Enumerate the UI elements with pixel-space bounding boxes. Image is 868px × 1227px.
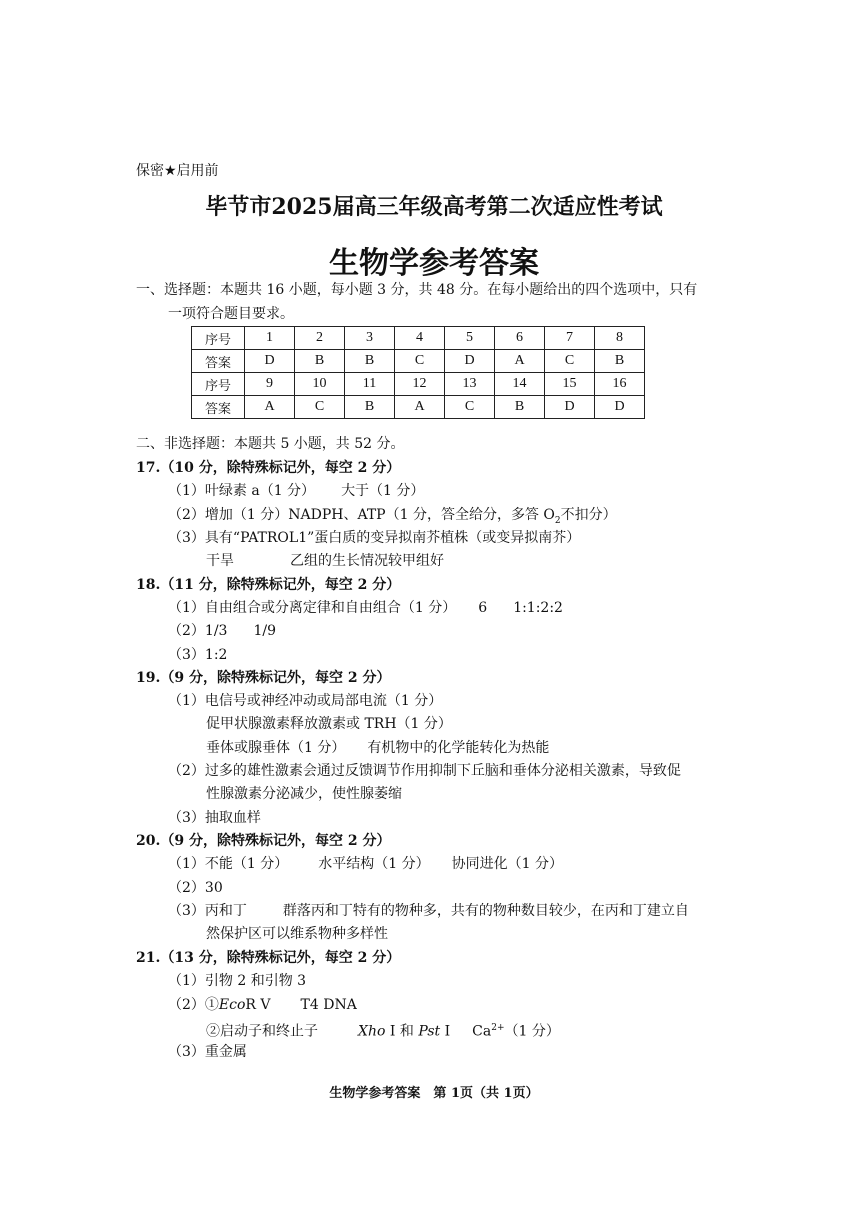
table-cell: 序号: [192, 373, 245, 396]
answer-text: 协同进化（1 分）: [451, 856, 563, 872]
answer-text: 群落丙和丁特有的物种多，共有的物种数目较少，在丙和丁建立自: [282, 903, 689, 919]
q20-answer-1: [168, 854, 563, 874]
table-cell: B: [495, 396, 545, 419]
q19-answer-1-c: [206, 738, 549, 758]
superscript: 2+: [491, 1023, 505, 1033]
q17-answer-3: （3）具有“PATROL1”蛋白质的变异拟南芥植株（或变异拟南芥）: [168, 530, 581, 546]
q21-answer-2: [168, 995, 357, 1015]
answer-text: 1/9: [253, 623, 276, 639]
table-cell: B: [595, 350, 645, 373]
q21-answer-3: （3）重金属: [168, 1044, 247, 1060]
table-cell: B: [345, 396, 395, 419]
q18-heading: 18.（11 分，除特殊标记外，每空 2 分）: [136, 577, 401, 593]
answer-text: T4 DNA: [300, 997, 357, 1013]
table-cell: 1: [245, 327, 295, 350]
q21-heading: 21.（13 分，除特殊标记外，每空 2 分）: [136, 950, 401, 966]
section1-intro-cont: 一项符合题目要求。: [168, 306, 294, 322]
q19-answer-2: （2）过多的雄性激素会通过反馈调节作用抑制下丘脑和垂体分泌相关激素，导致促: [168, 763, 681, 779]
confidential-label: 保密★启用前: [136, 163, 219, 179]
answer-text: Ca: [472, 1023, 492, 1040]
table-cell: B: [295, 350, 345, 373]
table-cell: 6: [495, 327, 545, 350]
q17-heading: 17.（10 分，除特殊标记外，每空 2 分）: [136, 460, 401, 476]
answer-text: I: [440, 1023, 451, 1040]
answer-title: 生物学参考答案: [329, 246, 539, 281]
answer-text: 水平结构（1 分）: [318, 856, 430, 872]
table-cell: 7: [545, 327, 595, 350]
q19-answer-1-b: 促甲状腺激素释放激素或 TRH（1 分）: [206, 716, 452, 732]
table-cell: 答案: [192, 350, 245, 373]
q19-answer-1: （1）电信号或神经冲动或局部电流（1 分）: [168, 693, 443, 709]
answer-text: 垂体或腺垂体（1 分）: [206, 740, 346, 756]
answer-text: （1）自由组合或分离定律和自由组合（1 分）: [168, 600, 457, 616]
table-cell: 11: [345, 373, 395, 396]
answer-text: R V: [245, 997, 271, 1013]
table-cell: 16: [595, 373, 645, 396]
q20-answer-3: [168, 901, 689, 921]
q18-answer-3: （3）1:2: [168, 647, 228, 663]
table-cell: B: [345, 350, 395, 373]
table-cell: 13: [445, 373, 495, 396]
answer-text: 乙组的生长情况较甲组好: [290, 553, 444, 569]
italic-text: Eco: [218, 997, 246, 1013]
q19-heading: 19.（9 分，除特殊标记外，每空 2 分）: [136, 670, 391, 686]
table-cell: 4: [395, 327, 445, 350]
table-cell: C: [395, 350, 445, 373]
answer-text: 有机物中的化学能转化为热能: [367, 740, 550, 756]
q19-answer-2-cont: 性腺激素分泌减少，使性腺萎缩: [206, 786, 402, 802]
answer-text: （2）①: [168, 997, 219, 1013]
answer-text: （1 分）: [504, 1023, 560, 1040]
table-row: [192, 396, 645, 419]
q17-answer-2: [168, 505, 617, 531]
page-footer: 生物学参考答案 第 1页（共 1页）: [329, 1086, 539, 1101]
table-row: [192, 327, 645, 350]
q17-answer-1: [168, 481, 424, 501]
table-cell: 3: [345, 327, 395, 350]
table-cell: 8: [595, 327, 645, 350]
table-row: [192, 350, 645, 373]
answer-text: 不扣分）: [560, 507, 617, 523]
q18-answer-1: [168, 598, 563, 618]
q20-answer-3-cont: 然保护区可以维系物种多样性: [206, 926, 388, 942]
section1-intro: 一、选择题：本题共 16 小题，每小题 3 分，共 48 分。在每小题给出的四个选项中，只有: [136, 282, 698, 298]
table-cell: C: [295, 396, 345, 419]
answer-text: （2）1/3: [168, 623, 228, 639]
table-cell: 2: [295, 327, 345, 350]
answer-text: ②启动子和终止子: [206, 1023, 318, 1040]
q19-answer-3: （3）抽取血样: [168, 810, 261, 826]
q20-answer-2: （2）30: [168, 880, 223, 896]
q21-answer-1: （1）引物 2 和引物 3: [168, 973, 307, 989]
table-cell: 9: [245, 373, 295, 396]
table-cell: A: [245, 396, 295, 419]
table-cell: D: [545, 396, 595, 419]
table-cell: C: [445, 396, 495, 419]
table-cell: C: [545, 350, 595, 373]
table-cell: D: [595, 396, 645, 419]
italic-text: Xho: [358, 1023, 386, 1040]
table-cell: A: [495, 350, 545, 373]
table-cell: 序号: [192, 327, 245, 350]
answer-text: 干旱: [206, 553, 234, 569]
table-cell: 15: [545, 373, 595, 396]
q21-answer-2-b: [206, 1018, 560, 1042]
answer-text: （1）不能（1 分）: [168, 856, 289, 872]
answer-text: （2）增加（1 分）NADPH、ATP（1 分，答全给分，多答 O: [168, 507, 555, 523]
table-cell: D: [445, 350, 495, 373]
table-cell: 12: [395, 373, 445, 396]
table-cell: D: [245, 350, 295, 373]
answer-text: 6: [478, 600, 488, 616]
answer-text: I 和: [385, 1023, 419, 1040]
table-cell: A: [395, 396, 445, 419]
answer-text: 1:1:2:2: [513, 600, 563, 616]
answer-table: [191, 326, 645, 419]
italic-text: Pst: [418, 1023, 441, 1040]
q17-answer-3-cont: [206, 551, 444, 571]
q18-answer-2: [168, 621, 276, 641]
table-cell: 10: [295, 373, 345, 396]
q20-heading: 20.（9 分，除特殊标记外，每空 2 分）: [136, 833, 391, 849]
exam-title: 毕节市2025届高三年级高考第二次适应性考试: [205, 194, 663, 220]
table-cell: 5: [445, 327, 495, 350]
answer-text: 大于（1 分）: [341, 483, 425, 499]
subscript: 2: [554, 515, 561, 526]
answer-text: （3）丙和丁: [168, 903, 247, 919]
answer-text: （1）叶绿素 a（1 分）: [168, 483, 316, 499]
table-cell: 答案: [192, 396, 245, 419]
table-row: [192, 373, 645, 396]
section2-intro: 二、非选择题：本题共 5 小题，共 52 分。: [136, 436, 405, 452]
table-cell: 14: [495, 373, 545, 396]
